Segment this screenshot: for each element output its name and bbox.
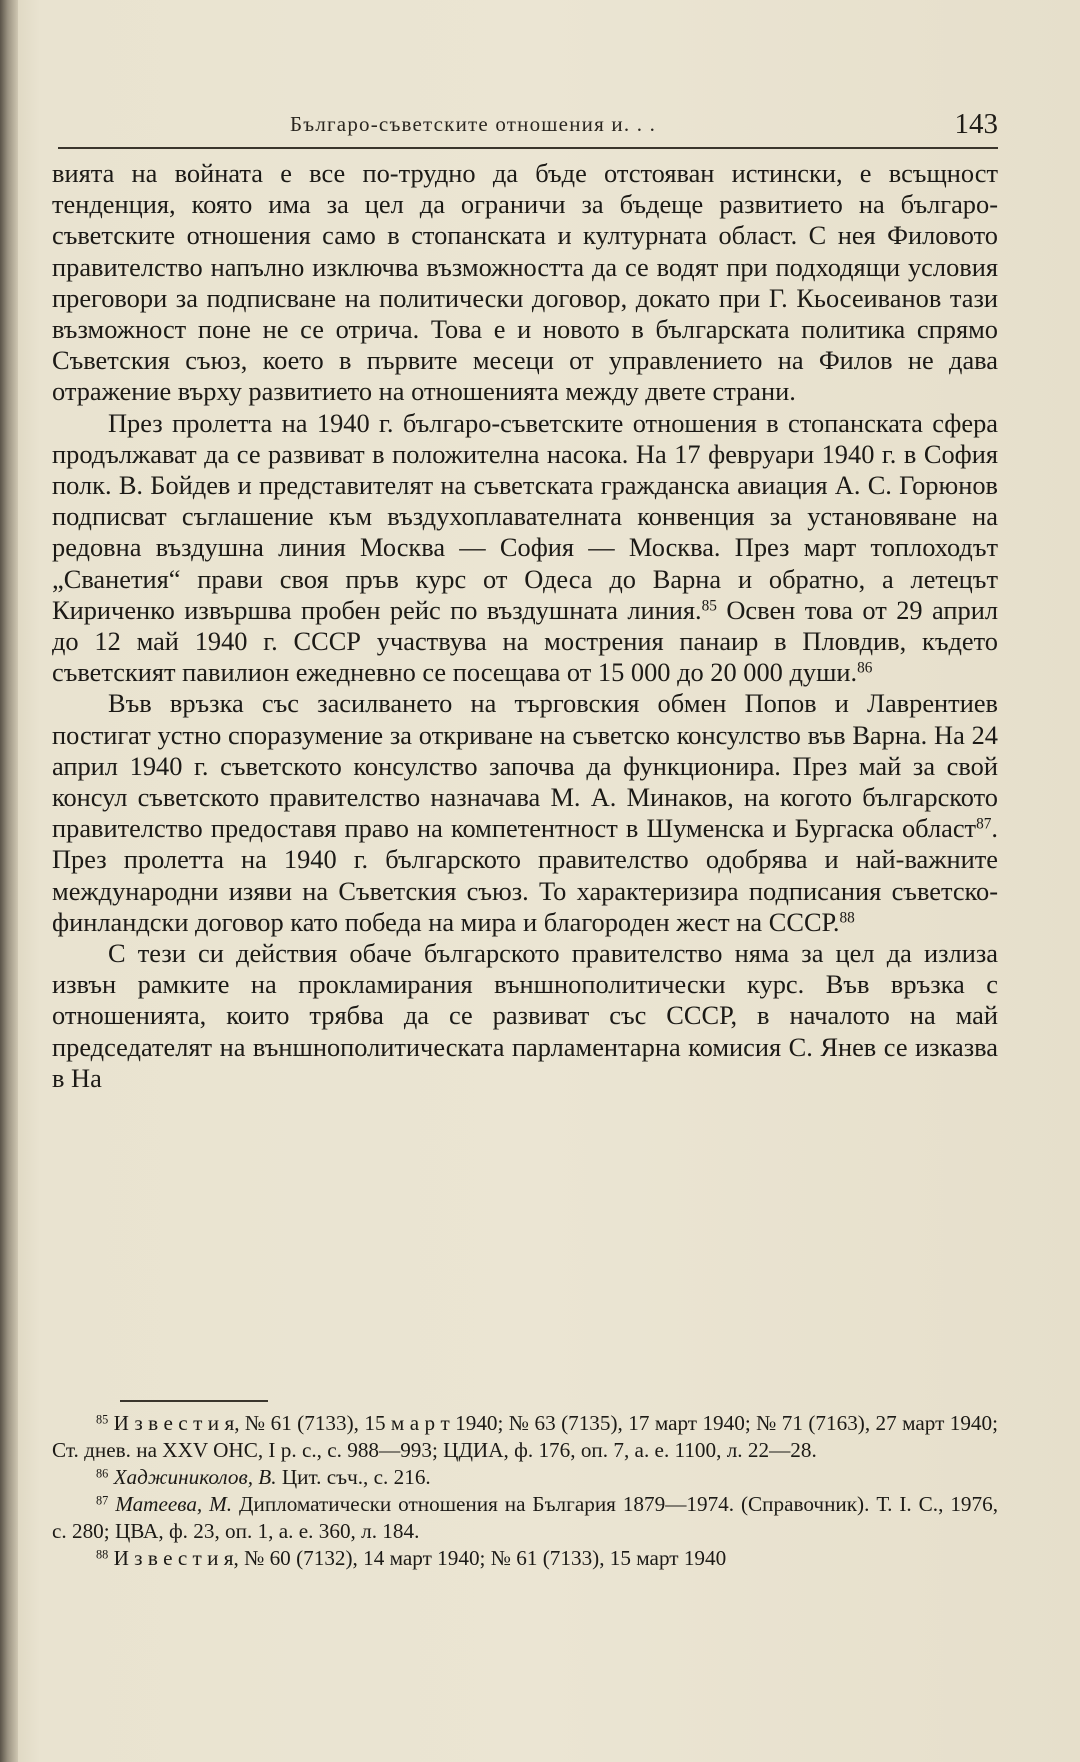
footnote-ref-86: 86 xyxy=(857,659,873,677)
footnote-88 xyxy=(52,1545,998,1572)
footnote-text: Цит. съч., с. 216. xyxy=(276,1465,431,1489)
footnote-mark: 85 xyxy=(96,1412,109,1427)
paragraph-text: Освен това от 29 април до 12 май 1940 г. СССР участвува на мострения панаир в Пловдив, където съветският павилион ежедневно се посещава от 15 000 до 20 000 души. xyxy=(52,594,998,688)
footnote-text: И з в е с т и я, № 60 (7132), 14 март 1940; № 61 (7133), 15 март 1940 xyxy=(113,1546,727,1570)
footnote-author: Хаджиниколов, В. xyxy=(113,1465,277,1489)
footnotes xyxy=(52,1410,998,1572)
paragraph-text: Във връзка със засилването на търговския обмен Попов и Лаврентиев постигат устно споразумение за откриване на съветско консулство във Варна. На 24 април 1940 г. съветското консулство започва да функционира. През май за свой консул съветското правителство назначава М. А. Минаков, на когото българското правителство предоставя право на компетентност в Шуменска и Бургаска област xyxy=(52,688,998,844)
footnote-mark: 86 xyxy=(96,1466,109,1481)
paragraph-2 xyxy=(52,408,998,689)
paragraph-text: . През пролетта на 1940 г. българското правителство одобрява и най-важните международни изяви на Съветския съюз. То характеризира подписания съветско-финландски договор като победа на мира и благороден жест на СССР. xyxy=(52,813,998,937)
paragraph-text: вията на войната е все по-трудно да бъде отстояван истински, е всъщност тенденция, която има за цел да ограничи за бъдеще развитието на българо-съветските отношения само в стопанската и културната област. С нея Филовото правителство напълно изключва възможността да се водят при подходящи условия преговори за подписване на политически договор, докато при Г. Кьосеиванов тази възможност поне не се отрича. Това е и новото в българската политика спрямо Съветския съюз, което в първите месеци от управлението на Филов не дава отражение върху развитието на отношенията между двете страни. xyxy=(52,158,998,407)
footnote-author: Матеева, М. xyxy=(115,1492,233,1516)
footnote-rule xyxy=(120,1400,268,1402)
footnote-ref-85: 85 xyxy=(701,597,717,615)
footnote-text: Дипломатически отношения на България 1879—1974. (Справочник). Т. I. С., 1976, с. 280; ЦВА, ф. 23, оп. 1, а. е. 360, л. 184. xyxy=(52,1492,998,1543)
paragraph-text: През пролетта на 1940 г. българо-съветските отношения в стопанската сфера продължават да се развиват в положителна насока. На 17 февруари 1940 г. в София полк. В. Бойдев и представителят на съветската гражданска авиация А. С. Горюнов подписват съглашение към въздухоплавателната конвенция за установяване на редовна въздушна линия Москва — София — Москва. През март топлоходът „Сванетия“ прави своя пръв курс от Одеса до Варна и обратно, а летецът Кириченко извършва пробен рейс по въздушната линия. xyxy=(52,407,998,625)
page-number: 143 xyxy=(954,108,998,140)
footnote-ref-88: 88 xyxy=(839,909,855,927)
paragraph-3 xyxy=(52,688,998,938)
body-text xyxy=(52,158,998,1094)
paragraph-4 xyxy=(52,938,998,1094)
footnote-85 xyxy=(52,1410,998,1464)
book-spine-shadow xyxy=(0,0,18,1762)
paragraph-text: С тези си действия обаче българското правителство няма за цел да излиза извън рамките на прокламирания външнополитически курс. Във връзка с отношенията, които трябва да се развиват със СССР, в началото на май председателят на външнополитическата парламентарна комисия С. Янев се изказва в На xyxy=(52,938,998,1093)
footnote-mark: 88 xyxy=(96,1547,109,1562)
running-title: Българо-съветските отношения и. . . xyxy=(290,112,657,136)
header-rule xyxy=(58,147,998,149)
footnote-86 xyxy=(52,1464,998,1491)
running-head xyxy=(58,108,998,148)
paragraph-1 xyxy=(52,158,998,408)
footnote-mark: 87 xyxy=(96,1493,109,1508)
footnote-87 xyxy=(52,1491,998,1545)
footnote-ref-87: 87 xyxy=(976,815,992,833)
footnote-text: И з в е с т и я, № 61 (7133), 15 м а р т 1940; № 63 (7135), 17 март 1940; № 71 (7163), 27 март 1940; Ст. днев. на XXV ОНС, I р. с., с. 988—993; ЦДИА, ф. 176, оп. 7, а. е. 1100, л. 22—28. xyxy=(52,1411,999,1462)
